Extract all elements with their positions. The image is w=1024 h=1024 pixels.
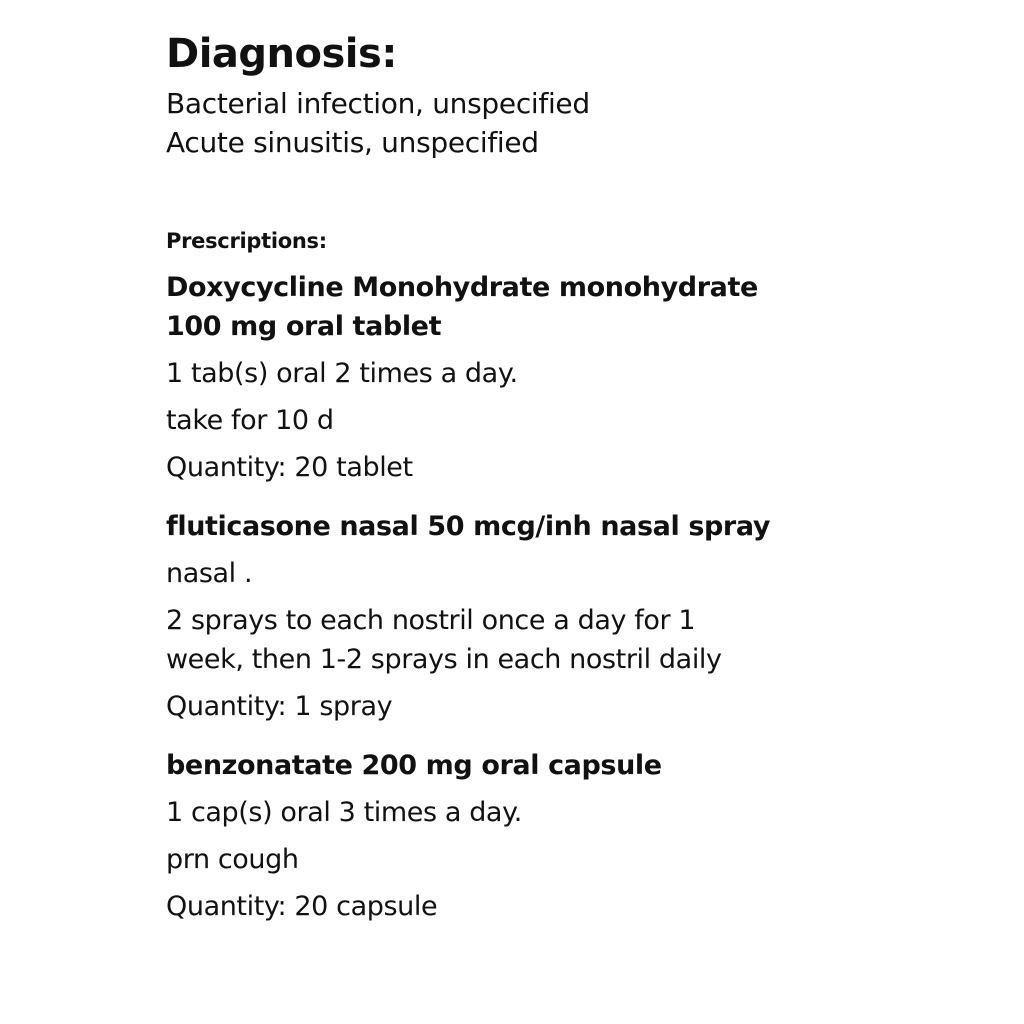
medication-name-line: Doxycycline Monohydrate monohydrate [166,272,758,303]
medication-name-line: 100 mg oral tablet [166,311,442,342]
medication-sig: nasal . [166,558,253,589]
prescription-item [166,746,886,926]
medication-name: benzonatate 200 mg oral capsule [166,750,662,781]
visit-summary [166,26,886,926]
diagnosis-item: Acute sinusitis, unspecified [166,126,539,159]
medication-name [166,268,886,346]
medication-sig: 1 cap(s) oral 3 times a day. [166,797,522,828]
medication-instructions: take for 10 d [166,405,334,436]
medication-instructions-line: 2 sprays to each nostril once a day for 1 [166,605,696,636]
medication-quantity: Quantity: 1 spray [166,691,393,722]
prescription-item [166,507,886,726]
diagnosis-list [166,84,886,162]
medication-instructions [166,601,886,679]
medication-quantity: Quantity: 20 tablet [166,452,413,483]
medication-instructions: prn cough [166,844,299,875]
prescription-item [166,268,886,487]
medication-quantity: Quantity: 20 capsule [166,891,438,922]
medication-instructions-line: week, then 1-2 sprays in each nostril daily [166,644,722,675]
prescriptions-heading: Prescriptions: [166,229,327,253]
diagnosis-item: Bacterial infection, unspecified [166,87,590,120]
medication-name: fluticasone nasal 50 mcg/inh nasal spray [166,511,771,542]
medication-sig: 1 tab(s) oral 2 times a day. [166,358,518,389]
diagnosis-heading: Diagnosis: [166,31,397,77]
